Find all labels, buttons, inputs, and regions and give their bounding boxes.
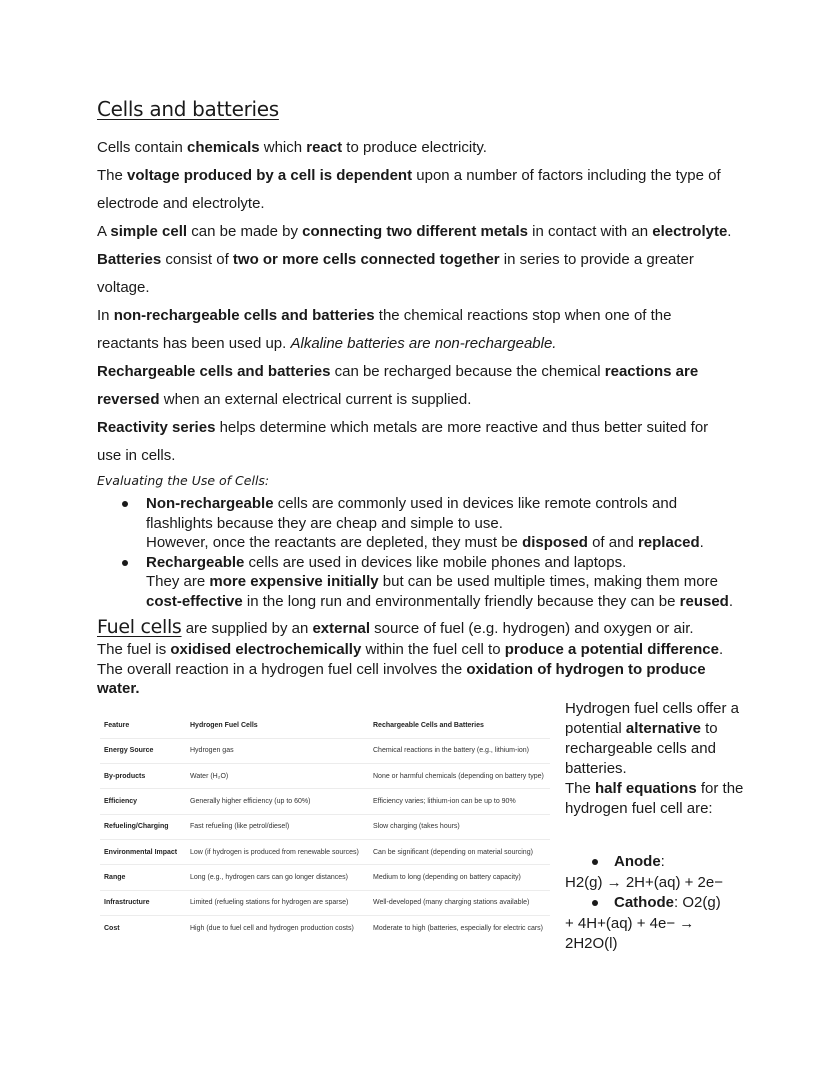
row-rechargeable-value: Slow charging (takes hours) [369,814,550,839]
subheading-evaluating: Evaluating the Use of Cells: [97,473,270,488]
bullet-dot-icon [122,501,128,507]
paragraph-voltage: The voltage produced by a cell is dependent upon a number of factors including the type of electrode and electrolyte. [97,167,721,212]
row-hydrogen-value: High (due to fuel cell and hydrogen production costs) [190,924,354,932]
row-feature: Infrastructure [100,890,186,915]
fuel-overall-reaction-line: The overall reaction in a hydrogen fuel cell involves the oxidation of hydrogen to produce water. [97,660,706,697]
cathode-bullet: Cathode: O2(g) [565,893,750,914]
row-hydrogen-value: Water (H₂O) [186,764,369,789]
table-row [100,789,550,814]
anode-bullet: Anode: [565,852,750,873]
table-row [100,890,550,915]
table-row [100,814,550,839]
cathode-equation: + 4H+(aq) + 4e− → 2H2O(l) [565,914,695,952]
paragraph-batteries: Batteries consist of two or more cells connected together in series to provide a greater voltage. [97,251,694,296]
paragraph-non-rechargeable: In non-rechargeable cells and batteries the chemical reactions stop when one of the reactants has been used up. Alkaline batteries are non-rechargeable. [97,307,672,352]
row-feature: Refueling/Charging [100,814,186,839]
side-alternative-line: Hydrogen fuel cells offer a potential alternative to rechargeable cells and batteries. [565,700,739,777]
fuel-cells-paragraph [97,640,747,699]
row-hydrogen-value: Long (e.g., hydrogen cars can go longer distances) [186,865,369,890]
paragraph-simple-cell: A simple cell can be made by connecting two different metals in contact with an electrolyte. [97,223,732,240]
hydrogen-alternative-text [565,699,750,819]
row-feature: Range [100,865,186,890]
header-feature: Feature [100,713,186,738]
side-half-equations-line: The half equations for the hydrogen fuel cell are: [565,780,744,817]
bullet-rechargeable: Rechargeable cells are used in devices like mobile phones and laptops. They are more expensive initially but can be used multiple times, making them more cost-effective in the long run and environmentally friendly because they can be reused. [115,553,745,612]
row-rechargeable-value: Can be significant (depending on material sourcing) [369,839,550,864]
row-rechargeable-value: Well-developed (many charging stations available) [369,890,550,915]
row-hydrogen-value: Hydrogen gas [186,738,369,763]
table-row [100,915,550,940]
row-feature: Energy Source [100,738,186,763]
paragraph-cells-contain: Cells contain chemicals which react to produce electricity. [97,139,487,156]
half-equations [565,852,750,955]
row-rechargeable-value: Chemical reactions in the battery (e.g., lithium-ion) [369,738,550,763]
paragraph-reactivity-series: Reactivity series helps determine which metals are more reactive and thus better suited for use in cells. [97,419,709,464]
paragraph-rechargeable: Rechargeable cells and batteries can be recharged because the chemical reactions are reversed when an external electrical current is supplied. [97,363,699,408]
bullet-dot-icon [592,900,598,906]
section-title-cells-and-batteries: Cells and batteries [97,97,279,121]
table-row [100,764,550,789]
fuel-oxidised-line: The fuel is oxidised electrochemically within the fuel cell to produce a potential difference. [97,641,724,658]
evaluation-bullet-list [115,494,745,611]
row-rechargeable-value: Moderate to high (batteries, especially for electric cars) [373,924,544,932]
row-rechargeable-value: None or harmful chemicals (depending on battery type) [369,764,550,789]
cathode-label: Cathode [614,894,674,911]
anode-label: Anode [614,853,661,870]
row-feature: By-products [100,764,186,789]
row-feature: Cost [104,924,120,932]
header-hydrogen-fuel-cells: Hydrogen Fuel Cells [186,713,369,738]
table-row [100,839,550,864]
row-rechargeable-value: Medium to long (depending on battery capacity) [369,865,550,890]
comparison-table [100,713,550,941]
bullet-dot-icon [592,859,598,865]
row-hydrogen-value: Generally higher efficiency (up to 60%) [186,789,369,814]
row-hydrogen-value: Fast refueling (like petrol/diesel) [186,814,369,839]
row-hydrogen-value: Limited (refueling stations for hydrogen are sparse) [186,890,369,915]
bullet-dot-icon [122,560,128,566]
row-hydrogen-value: Low (if hydrogen is produced from renewable sources) [186,839,369,864]
table-row [100,865,550,890]
section-title-fuel-cells: Fuel cells [97,616,182,638]
anode-equation: H2(g) → 2H+(aq) + 2e− [565,873,723,891]
table-row [100,738,550,763]
row-rechargeable-value: Efficiency varies; lithium-ion can be up to 90% [369,789,550,814]
header-rechargeable-cells: Rechargeable Cells and Batteries [369,713,550,738]
fuel-cells-intro: Fuel cells are supplied by an external source of fuel (e.g. hydrogen) and oxygen or air. [97,616,694,638]
row-feature: Efficiency [100,789,186,814]
table-header-row [100,713,550,738]
row-feature: Environmental Impact [100,839,186,864]
bullet-non-rechargeable: Non-rechargeable cells are commonly used in devices like remote controls and flashlights because they are cheap and simple to use. However, once the reactants are depleted, they must be disposed of and replaced. [115,494,745,553]
